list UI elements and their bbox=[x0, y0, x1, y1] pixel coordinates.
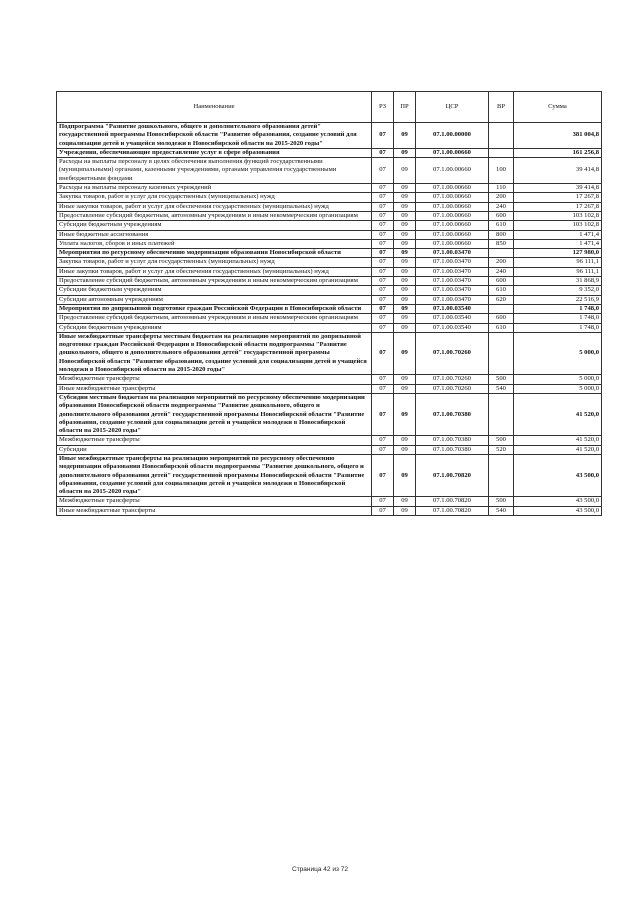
cell-name: Иные межбюджетные трансферты bbox=[57, 384, 372, 393]
cell-csr: 07.1.00.70380 bbox=[416, 393, 489, 435]
cell-csr: 07.1.00.03540 bbox=[416, 323, 489, 332]
cell-csr: 07.1.00.03540 bbox=[416, 304, 489, 313]
cell-name: Иные закупки товаров, работ и услуг для обеспечения государственных (муниципальных) нужд bbox=[57, 267, 372, 276]
table-row bbox=[57, 286, 602, 295]
cell-pr: 09 bbox=[394, 506, 416, 515]
cell-sum: 1 748,0 bbox=[514, 314, 602, 323]
cell-vr: 540 bbox=[489, 506, 514, 515]
cell-csr: 07.1.00.00660 bbox=[416, 202, 489, 211]
header-csr: ЦСР bbox=[416, 92, 489, 123]
cell-csr: 07.1.00.70260 bbox=[416, 384, 489, 393]
cell-name: Подпрограмма "Развитие дошкольного, общего и дополнительного образования детей" государственной программы Новосибирской области "Развитие образования, создание условий для социализации детей и учащейся молодежи в Новосибирской области на 2015-2020 годы" bbox=[57, 123, 372, 149]
table-row bbox=[57, 332, 602, 374]
cell-vr bbox=[489, 393, 514, 435]
cell-rz: 07 bbox=[372, 184, 394, 193]
cell-csr: 07.1.00.70820 bbox=[416, 497, 489, 506]
header-pr: ПР bbox=[394, 92, 416, 123]
cell-pr: 09 bbox=[394, 436, 416, 445]
cell-rz: 07 bbox=[372, 304, 394, 313]
cell-name: Иные бюджетные ассигнования bbox=[57, 230, 372, 239]
table-body bbox=[57, 123, 602, 516]
cell-vr: 520 bbox=[489, 445, 514, 454]
cell-vr: 200 bbox=[489, 193, 514, 202]
cell-pr: 09 bbox=[394, 267, 416, 276]
table-row bbox=[57, 314, 602, 323]
cell-name: Предоставление субсидий бюджетным, автономным учреждениям и иным некоммерческим организациям bbox=[57, 314, 372, 323]
cell-vr bbox=[489, 454, 514, 496]
cell-rz: 07 bbox=[372, 230, 394, 239]
cell-sum: 41 520,0 bbox=[514, 436, 602, 445]
table-row bbox=[57, 295, 602, 304]
cell-name: Мероприятия по допризывной подготовке граждан Российской Федерации в Новосибирской области bbox=[57, 304, 372, 313]
cell-pr: 09 bbox=[394, 497, 416, 506]
cell-vr: 100 bbox=[489, 158, 514, 184]
cell-rz: 07 bbox=[372, 506, 394, 515]
cell-rz: 07 bbox=[372, 267, 394, 276]
cell-vr: 240 bbox=[489, 267, 514, 276]
cell-pr: 09 bbox=[394, 304, 416, 313]
cell-name: Учреждения, обеспечивающие предоставление услуг в сфере образования bbox=[57, 148, 372, 157]
cell-pr: 09 bbox=[394, 384, 416, 393]
cell-pr: 09 bbox=[394, 258, 416, 267]
table-row bbox=[57, 445, 602, 454]
cell-rz: 07 bbox=[372, 277, 394, 286]
cell-pr: 09 bbox=[394, 454, 416, 496]
cell-sum: 1 748,0 bbox=[514, 323, 602, 332]
cell-sum: 39 414,8 bbox=[514, 184, 602, 193]
cell-pr: 09 bbox=[394, 211, 416, 220]
table-row bbox=[57, 249, 602, 258]
table-row bbox=[57, 239, 602, 248]
table-row bbox=[57, 221, 602, 230]
cell-csr: 07.1.00.00660 bbox=[416, 193, 489, 202]
cell-rz: 07 bbox=[372, 393, 394, 435]
table-row bbox=[57, 148, 602, 157]
cell-rz: 07 bbox=[372, 445, 394, 454]
cell-name: Иные межбюджетные трансферты местным бюджетам на реализацию мероприятий по допризывной подготовке граждан Российской Федерации в Новосибирской области подпрограммы "Развитие дошкольного, общего и дополнительного образования детей" государственной программы Новосибирской области "Развитие образования, создание условий для социализации детей и учащейся молодежи в Новосибирской области на 2015-2020 годы" bbox=[57, 332, 372, 374]
cell-vr: 600 bbox=[489, 211, 514, 220]
cell-csr: 07.1.00.03540 bbox=[416, 314, 489, 323]
cell-rz: 07 bbox=[372, 221, 394, 230]
table-row bbox=[57, 123, 602, 149]
cell-pr: 09 bbox=[394, 148, 416, 157]
cell-name: Субсидии автономным учреждениям bbox=[57, 295, 372, 304]
cell-csr: 07.1.00.00000 bbox=[416, 123, 489, 149]
cell-pr: 09 bbox=[394, 445, 416, 454]
cell-pr: 09 bbox=[394, 230, 416, 239]
cell-name: Расходы на выплаты персоналу казенных учреждений bbox=[57, 184, 372, 193]
table-row bbox=[57, 384, 602, 393]
cell-sum: 41 520,0 bbox=[514, 393, 602, 435]
cell-sum: 43 500,0 bbox=[514, 454, 602, 496]
cell-sum: 1 471,4 bbox=[514, 239, 602, 248]
cell-csr: 07.1.00.70380 bbox=[416, 436, 489, 445]
cell-vr: 110 bbox=[489, 184, 514, 193]
cell-sum: 1 748,0 bbox=[514, 304, 602, 313]
cell-name: Субсидии bbox=[57, 445, 372, 454]
cell-name: Уплата налогов, сборов и иных платежей bbox=[57, 239, 372, 248]
cell-csr: 07.1.00.00660 bbox=[416, 230, 489, 239]
cell-sum: 9 352,0 bbox=[514, 286, 602, 295]
cell-name: Межбюджетные трансферты bbox=[57, 436, 372, 445]
cell-name: Иные межбюджетные трансферты bbox=[57, 506, 372, 515]
cell-rz: 07 bbox=[372, 123, 394, 149]
cell-name: Расходы на выплаты персоналу в целях обеспечения выполнения функций государственными (муниципальными) органами, казенными учреждениями, органами управления государственными внебюджетными фондами bbox=[57, 158, 372, 184]
cell-name: Субсидии бюджетным учреждениям bbox=[57, 221, 372, 230]
cell-sum: 127 980,0 bbox=[514, 249, 602, 258]
cell-rz: 07 bbox=[372, 148, 394, 157]
cell-csr: 07.1.00.00660 bbox=[416, 184, 489, 193]
cell-rz: 07 bbox=[372, 211, 394, 220]
page-number: Страница 42 из 72 bbox=[292, 866, 348, 873]
cell-pr: 09 bbox=[394, 249, 416, 258]
cell-csr: 07.1.00.03470 bbox=[416, 277, 489, 286]
cell-vr: 620 bbox=[489, 295, 514, 304]
cell-name: Субсидии местным бюджетам на реализацию мероприятий по ресурсному обеспечению модернизации образования Новосибирской области подпрограммы "Развитие дошкольного, общего и дополнительного образования детей" государственной программы Новосибирской области "Развитие образования, создание условий для социализации детей и учащейся молодежи в Новосибирской области на 2015-2020 годы" bbox=[57, 393, 372, 435]
cell-csr: 07.1.00.03470 bbox=[416, 258, 489, 267]
cell-name: Предоставление субсидий бюджетным, автономным учреждениям и иным некоммерческим организациям bbox=[57, 211, 372, 220]
table-row bbox=[57, 497, 602, 506]
table-row bbox=[57, 436, 602, 445]
cell-rz: 07 bbox=[372, 454, 394, 496]
cell-pr: 09 bbox=[394, 323, 416, 332]
cell-vr bbox=[489, 332, 514, 374]
cell-sum: 1 471,4 bbox=[514, 230, 602, 239]
table-row bbox=[57, 258, 602, 267]
cell-sum: 31 868,9 bbox=[514, 277, 602, 286]
cell-name: Субсидии бюджетным учреждениям bbox=[57, 323, 372, 332]
table-header-row bbox=[57, 92, 602, 123]
cell-name: Мероприятия по ресурсному обеспечению модернизации образования Новосибирской области bbox=[57, 249, 372, 258]
cell-csr: 07.1.00.70260 bbox=[416, 375, 489, 384]
cell-pr: 09 bbox=[394, 332, 416, 374]
cell-sum: 39 414,8 bbox=[514, 158, 602, 184]
cell-rz: 07 bbox=[372, 332, 394, 374]
table-row bbox=[57, 211, 602, 220]
cell-rz: 07 bbox=[372, 249, 394, 258]
cell-name: Иные закупки товаров, работ и услуг для обеспечения государственных (муниципальных) нужд bbox=[57, 202, 372, 211]
cell-vr: 500 bbox=[489, 375, 514, 384]
cell-name: Предоставление субсидий бюджетным, автономным учреждениям и иным некоммерческим организациям bbox=[57, 277, 372, 286]
cell-sum: 161 256,8 bbox=[514, 148, 602, 157]
budget-table bbox=[56, 91, 602, 516]
table-row bbox=[57, 158, 602, 184]
cell-pr: 09 bbox=[394, 286, 416, 295]
cell-pr: 09 bbox=[394, 375, 416, 384]
cell-csr: 07.1.00.03470 bbox=[416, 249, 489, 258]
cell-vr bbox=[489, 123, 514, 149]
cell-rz: 07 bbox=[372, 202, 394, 211]
cell-pr: 09 bbox=[394, 221, 416, 230]
cell-pr: 09 bbox=[394, 184, 416, 193]
cell-csr: 07.1.00.00660 bbox=[416, 211, 489, 220]
cell-csr: 07.1.00.00660 bbox=[416, 148, 489, 157]
cell-sum: 41 520,0 bbox=[514, 445, 602, 454]
cell-name: Субсидии бюджетным учреждениям bbox=[57, 286, 372, 295]
cell-vr: 200 bbox=[489, 258, 514, 267]
cell-rz: 07 bbox=[372, 375, 394, 384]
cell-rz: 07 bbox=[372, 193, 394, 202]
cell-csr: 07.1.00.70820 bbox=[416, 506, 489, 515]
cell-pr: 09 bbox=[394, 158, 416, 184]
table-row bbox=[57, 375, 602, 384]
cell-sum: 17 267,8 bbox=[514, 193, 602, 202]
cell-name: Межбюджетные трансферты bbox=[57, 497, 372, 506]
cell-csr: 07.1.00.03470 bbox=[416, 267, 489, 276]
cell-rz: 07 bbox=[372, 314, 394, 323]
cell-rz: 07 bbox=[372, 295, 394, 304]
cell-vr: 610 bbox=[489, 323, 514, 332]
cell-rz: 07 bbox=[372, 384, 394, 393]
cell-csr: 07.1.00.70380 bbox=[416, 445, 489, 454]
cell-name: Закупка товаров, работ и услуг для государственных (муниципальных) нужд bbox=[57, 258, 372, 267]
cell-csr: 07.1.00.00660 bbox=[416, 158, 489, 184]
cell-vr: 500 bbox=[489, 436, 514, 445]
cell-pr: 09 bbox=[394, 193, 416, 202]
header-sum: Сумма bbox=[514, 92, 602, 123]
cell-vr: 540 bbox=[489, 384, 514, 393]
cell-csr: 07.1.00.03470 bbox=[416, 295, 489, 304]
table-row bbox=[57, 304, 602, 313]
cell-pr: 09 bbox=[394, 202, 416, 211]
cell-pr: 09 bbox=[394, 393, 416, 435]
header-name: Наименование bbox=[57, 92, 372, 123]
table-row bbox=[57, 184, 602, 193]
cell-sum: 96 111,1 bbox=[514, 267, 602, 276]
table-row bbox=[57, 393, 602, 435]
cell-sum: 5 000,0 bbox=[514, 332, 602, 374]
cell-rz: 07 bbox=[372, 258, 394, 267]
table-row bbox=[57, 454, 602, 496]
cell-csr: 07.1.00.00660 bbox=[416, 239, 489, 248]
cell-vr bbox=[489, 249, 514, 258]
cell-vr: 500 bbox=[489, 497, 514, 506]
cell-csr: 07.1.00.03470 bbox=[416, 286, 489, 295]
cell-rz: 07 bbox=[372, 158, 394, 184]
cell-csr: 07.1.00.00660 bbox=[416, 221, 489, 230]
cell-sum: 103 102,8 bbox=[514, 221, 602, 230]
cell-rz: 07 bbox=[372, 323, 394, 332]
cell-sum: 5 000,0 bbox=[514, 375, 602, 384]
table-row bbox=[57, 193, 602, 202]
cell-name: Межбюджетные трансферты bbox=[57, 375, 372, 384]
cell-name: Иные межбюджетные трансферты на реализацию мероприятий по ресурсному обеспечению модернизации образования Новосибирской области подпрограммы "Развитие дошкольного, общего и дополнительного образования детей" государственной программы Новосибирской области "Развитие образования, создание условий для социализации детей и учащейся молодежи в Новосибирской области на 2015-2020 годы" bbox=[57, 454, 372, 496]
cell-pr: 09 bbox=[394, 314, 416, 323]
table-row bbox=[57, 267, 602, 276]
cell-rz: 07 bbox=[372, 497, 394, 506]
cell-pr: 09 bbox=[394, 295, 416, 304]
cell-pr: 09 bbox=[394, 123, 416, 149]
cell-pr: 09 bbox=[394, 239, 416, 248]
cell-sum: 96 111,1 bbox=[514, 258, 602, 267]
table-row bbox=[57, 277, 602, 286]
cell-sum: 22 516,9 bbox=[514, 295, 602, 304]
table-row bbox=[57, 230, 602, 239]
cell-vr: 600 bbox=[489, 314, 514, 323]
cell-csr: 07.1.00.70260 bbox=[416, 332, 489, 374]
table-row bbox=[57, 506, 602, 515]
cell-vr: 600 bbox=[489, 277, 514, 286]
cell-sum: 381 004,8 bbox=[514, 123, 602, 149]
cell-vr: 800 bbox=[489, 230, 514, 239]
header-rz: РЗ bbox=[372, 92, 394, 123]
cell-vr bbox=[489, 304, 514, 313]
cell-vr: 850 bbox=[489, 239, 514, 248]
cell-sum: 103 102,8 bbox=[514, 211, 602, 220]
cell-rz: 07 bbox=[372, 286, 394, 295]
cell-sum: 43 500,0 bbox=[514, 506, 602, 515]
cell-rz: 07 bbox=[372, 436, 394, 445]
cell-sum: 43 500,0 bbox=[514, 497, 602, 506]
table-row bbox=[57, 202, 602, 211]
cell-rz: 07 bbox=[372, 239, 394, 248]
cell-sum: 17 267,8 bbox=[514, 202, 602, 211]
cell-sum: 5 000,0 bbox=[514, 384, 602, 393]
cell-name: Закупка товаров, работ и услуг для государственных (муниципальных) нужд bbox=[57, 193, 372, 202]
table-row bbox=[57, 323, 602, 332]
cell-vr: 610 bbox=[489, 286, 514, 295]
cell-pr: 09 bbox=[394, 277, 416, 286]
cell-vr: 240 bbox=[489, 202, 514, 211]
header-vr: ВР bbox=[489, 92, 514, 123]
cell-vr: 610 bbox=[489, 221, 514, 230]
cell-csr: 07.1.00.70820 bbox=[416, 454, 489, 496]
cell-vr bbox=[489, 148, 514, 157]
